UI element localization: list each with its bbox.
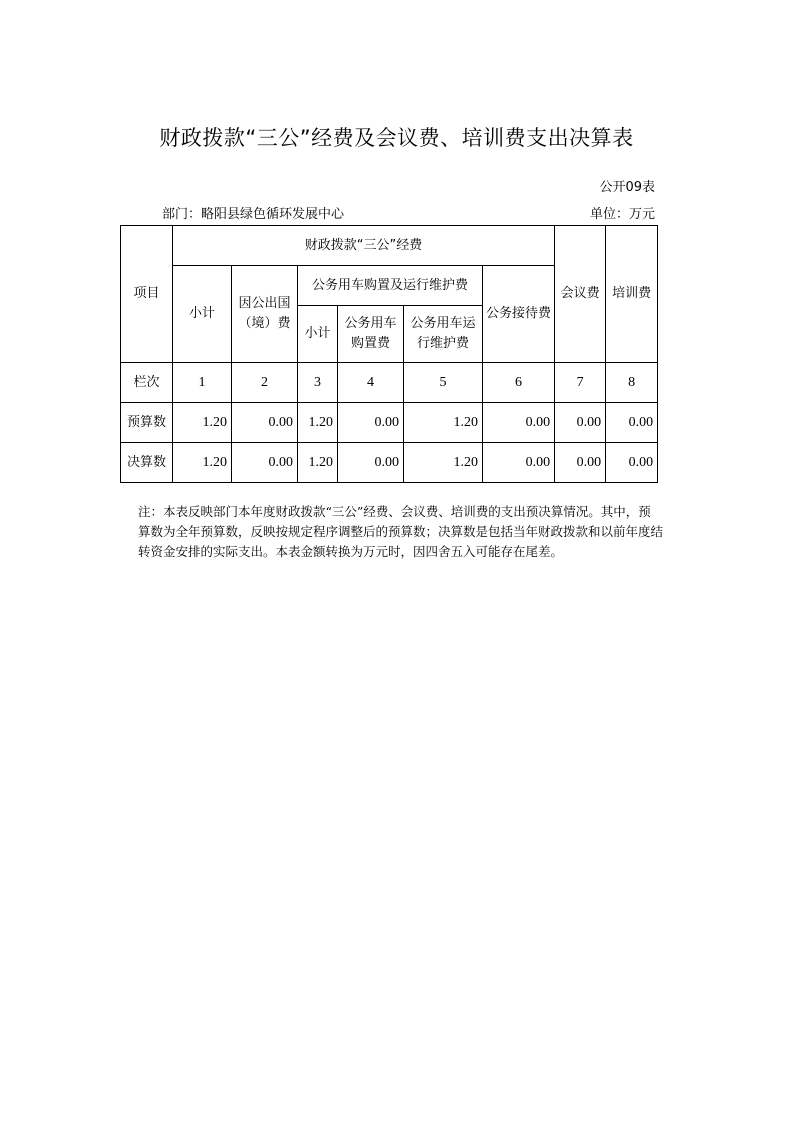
table-cell: 1.20 [173,403,232,443]
table-cell: 0.00 [555,443,606,483]
header-vehicle: 公务用车购置及运行维护费 [298,266,483,306]
footnote: 注：本表反映部门本年度财政拨款“三公”经费、会议费、培训费的支出预决算情况。其中，预算数为全年预算数，反映按规定程序调整后的预算数；决算数是包括当年财政拨款和以前年度结转资金安排的实际支出。本表金额转换为万元时，因四舍五入可能存在尾差。 [138,504,664,559]
column-number: 6 [483,363,555,403]
table-cell: 1.20 [298,443,338,483]
header-vehicle-purchase-text: 公务用车购置费 [344,316,397,351]
header-vehicle-operation-text: 公务用车运行维护费 [410,316,476,351]
unit-label: 单位：万元 [589,207,655,222]
department-label: 部门：略阳县绿色循环发展中心 [162,207,345,222]
table-cell: 0.00 [232,403,298,443]
header-vehicle-subtotal: 小计 [298,306,338,363]
table-cell: 0.00 [555,403,606,443]
column-number: 4 [338,363,404,403]
column-row-label: 栏次 [121,363,173,403]
table-row-final [121,443,658,483]
table-cell: 0.00 [338,443,404,483]
column-number: 1 [173,363,232,403]
row-label-final: 决算数 [121,443,173,483]
row-label-budget: 预算数 [121,403,173,443]
column-number: 7 [555,363,606,403]
table-cell: 0.00 [606,403,658,443]
table-cell: 1.20 [298,403,338,443]
column-number: 8 [606,363,658,403]
header-sangong: 财政拨款“三公”经费 [173,226,555,266]
table-cell: 0.00 [483,403,555,443]
table-cell: 1.20 [173,443,232,483]
table-cell: 0.00 [338,403,404,443]
column-number: 3 [298,363,338,403]
table-cell: 1.20 [404,403,483,443]
header-vehicle-purchase [338,306,404,363]
column-number: 2 [232,363,298,403]
column-number: 5 [404,363,483,403]
table-cell: 0.00 [606,443,658,483]
header-meeting: 会议费 [555,226,606,363]
page-title: 财政拨款“三公”经费及会议费、培训费支出决算表 [159,126,634,150]
header-abroad [232,266,298,363]
header-subtotal: 小计 [173,266,232,363]
header-vehicle-operation [404,306,483,363]
header-training: 培训费 [606,226,658,363]
header-reception: 公务接待费 [483,266,555,363]
expenditure-table [120,225,658,483]
table-row-budget [121,403,658,443]
header-item: 项目 [121,226,173,363]
form-number: 公开09表 [599,180,655,195]
table-cell: 1.20 [404,443,483,483]
header-abroad-text: 因公出国（境）费 [238,296,291,331]
table-cell: 0.00 [232,443,298,483]
table-cell: 0.00 [483,443,555,483]
